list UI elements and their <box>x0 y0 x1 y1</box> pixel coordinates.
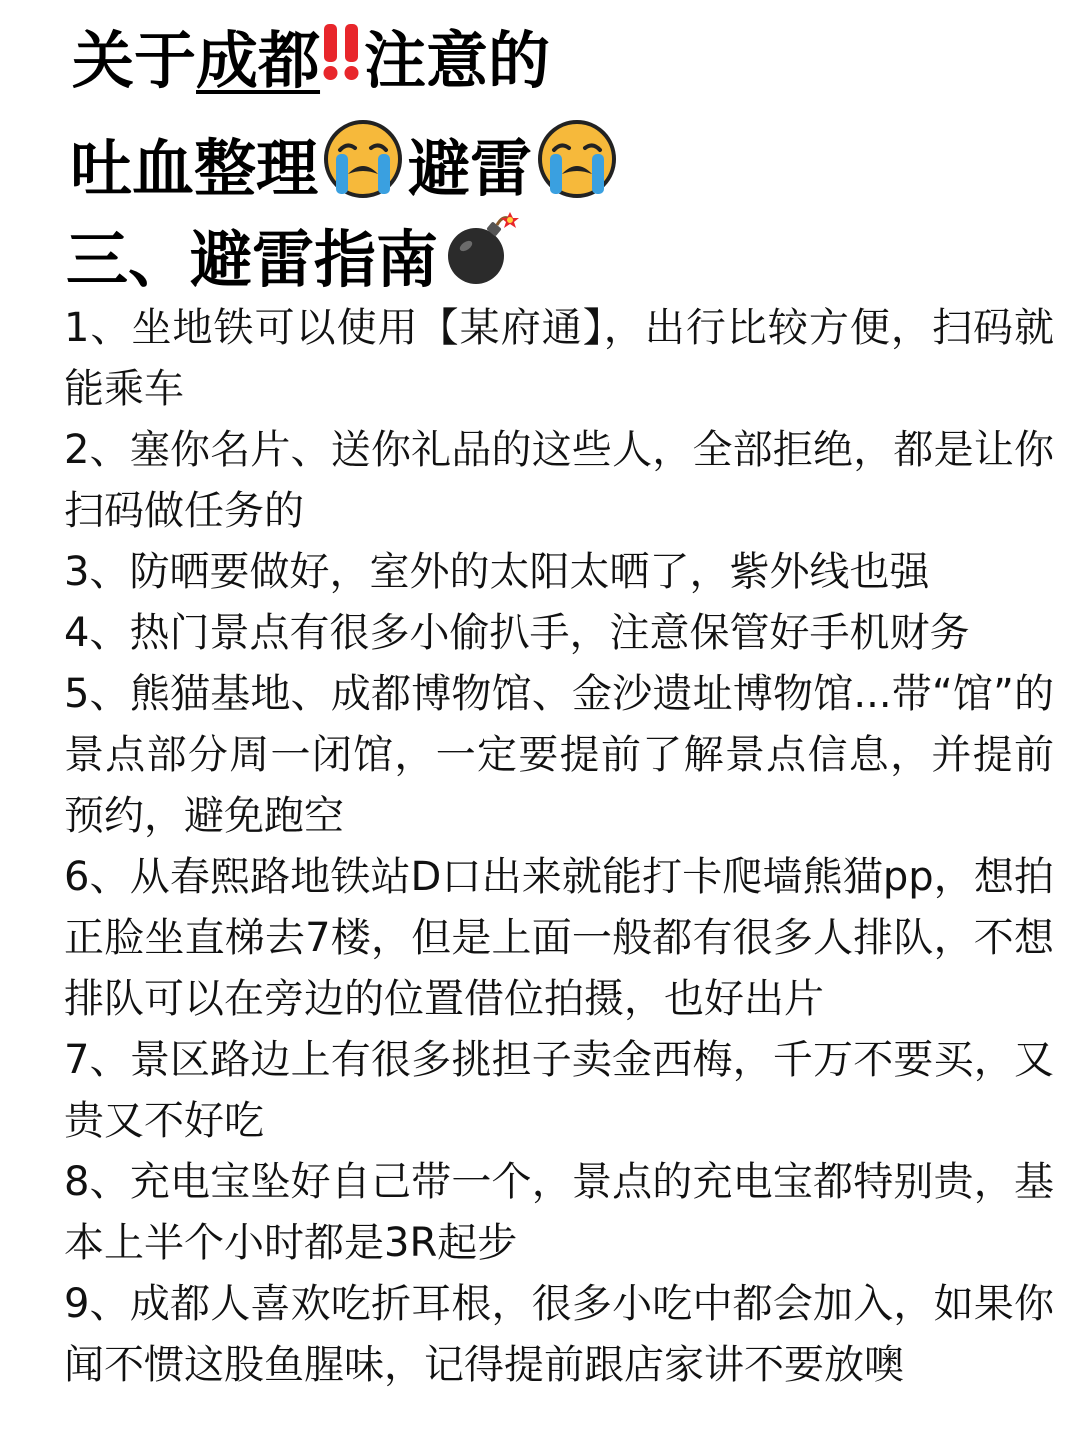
bomb-icon <box>442 210 522 309</box>
list-item: 6、从春熙路地铁站D口出来就能打卡爬墙熊猫pp，想拍正脸坐直梯去7楼，但是上面一般都有很多人排队，不想排队可以在旁边的位置借位拍摄，也好出片 <box>64 854 1054 1022</box>
list-item: 7、景区路边上有很多挑担子卖金西梅，千万不要买，又贵又不好吃 <box>64 1037 1054 1144</box>
tips-list <box>64 298 1054 1396</box>
section-heading <box>66 210 522 309</box>
title-city: 成都 <box>196 23 321 97</box>
list-item: 1、坐地铁可以使用【某府通】，出行比较方便，扫码就能乘车 <box>64 305 1054 412</box>
title-avoid-pitfalls: 避雷 <box>408 131 533 205</box>
title-line-1 <box>72 18 550 103</box>
list-item: 2、塞你名片、送你礼品的这些人，全部拒绝，都是让你扫码做任务的 <box>64 427 1054 534</box>
title-prefix: 关于 <box>72 23 197 97</box>
list-item: 9、成都人喜欢吃折耳根，很多小吃中都会加入，如果你闻不惯这股鱼腥味，记得提前跟店家讲不要放噢 <box>64 1281 1054 1388</box>
list-item: 5、熊猫基地、成都博物馆、金沙遗址博物馆...带“馆”的景点部分周一闭馆，一定要提前了解景点信息，并提前预约，避免跑空 <box>64 671 1054 839</box>
title-spit-blood: 吐血整理 <box>70 131 319 205</box>
title-suffix: 注意的 <box>364 23 551 97</box>
section-heading-text: 三、避雷指南 <box>66 222 439 296</box>
loudly-crying-face-icon <box>322 118 404 219</box>
list-item: 4、热门景点有很多小偷扒手，注意保管好手机财务 <box>64 610 970 656</box>
double-exclamation-icon <box>320 18 364 103</box>
title-line-2 <box>70 118 618 219</box>
list-item: 8、充电宝坠好自己带一个，景点的充电宝都特别贵，基本上半个小时都是3R起步 <box>64 1159 1054 1266</box>
list-item: 3、防晒要做好，室外的太阳太晒了，紫外线也强 <box>64 549 930 595</box>
loudly-crying-face-icon <box>536 118 618 219</box>
